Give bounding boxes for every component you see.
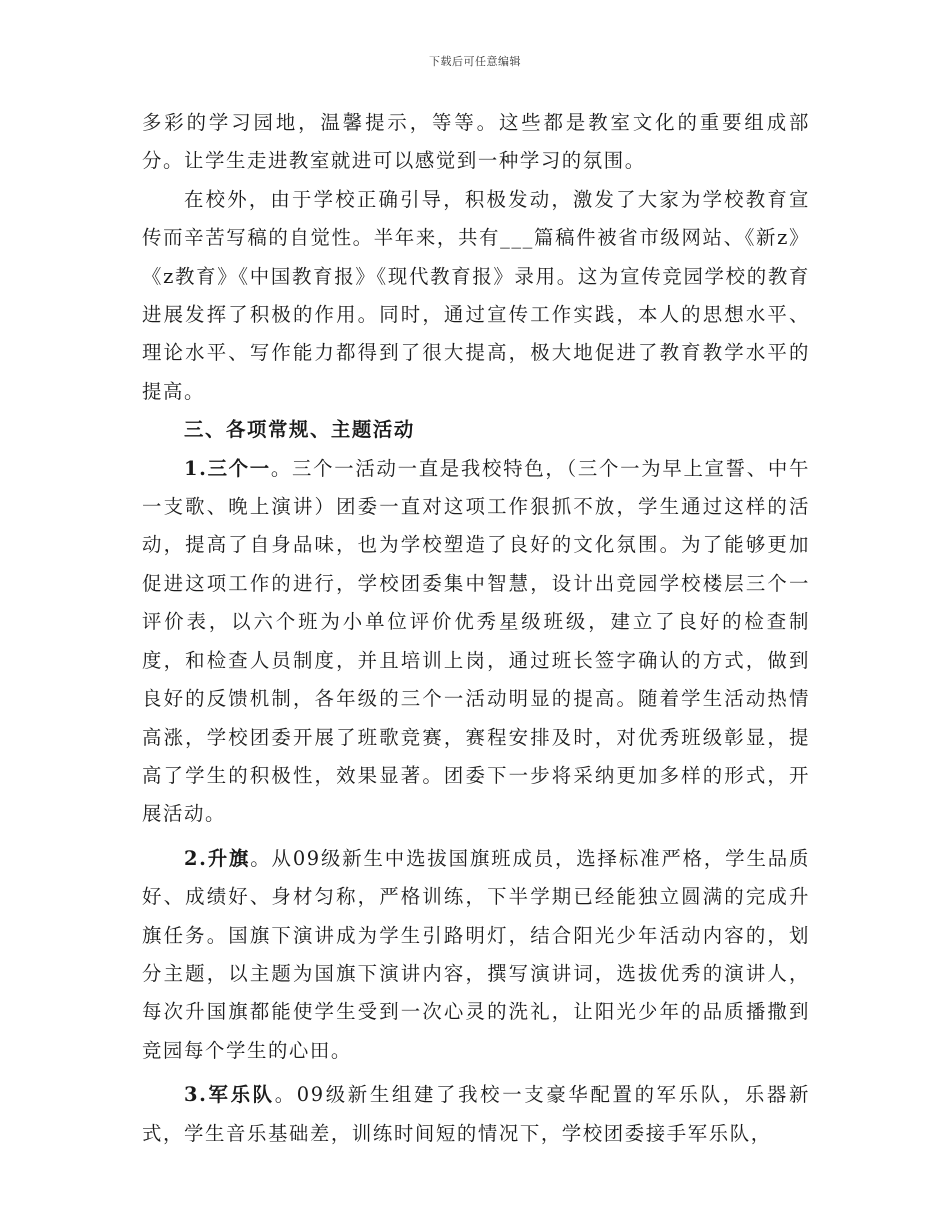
section-heading: 三、各项常规、主题活动	[184, 418, 415, 442]
item-lead-military-band: 3.军乐队	[184, 1083, 275, 1107]
item-text-three-ones: 。三个一活动一直是我校特色，（三个一为早上宣誓、中午一支歌、晚上演讲）团委一直对这项工作狠抓不放，学生通过这样的活动，提高了自身品味，也为学校塑造了良好的文化氛围。为了能够更加促进这项工作的进行，学校团委集中智慧，设计出竞园学校楼层三个一评价表，以六个班为小单位评价优秀星级班级，建立了良好的检查制度，和检查人员制度，并且培训上岗，通过班长签字确认的方式，做到良好的反馈机制，各年级的三个一活动明显的提高。随着学生活动热情高涨，学校团委开展了班歌竞赛，赛程安排及时，对优秀班级彰显，提高了学生的积极性，效果显著。团委下一步将采纳更加多样的形式，开展活动。	[142, 456, 810, 826]
item-lead-three-ones: 1.三个一	[184, 456, 271, 480]
item-three-ones	[142, 450, 810, 834]
item-text-military-band: 。09级新生组建了我校一支豪华配置的军乐队，乐器新式，学生音乐基础差，训练时间短的情况下，学校团委接手军乐队，	[142, 1083, 810, 1145]
page-header: 下载后可任意编辑	[429, 55, 521, 68]
item-military-band	[142, 1076, 810, 1153]
item-lead-flag-raising: 2.升旗	[184, 846, 251, 870]
item-text-flag-raising: 。从09级新生中选拔国旗班成员，选择标准严格，学生品质好、成绩好、身材匀称，严格训练，下半学期已经能独立圆满的完成升旗任务。国旗下演讲成为学生引路明灯，结合阳光少年活动内容的，划分主题，以主题为国旗下演讲内容，撰写演讲词，选拔优秀的演讲人，每次升国旗都能使学生受到一次心灵的洗礼，让阳光少年的品质播撒到竞园每个学生的心田。	[142, 846, 810, 1062]
item-flag-raising	[142, 840, 810, 1070]
paragraph-publicity: 在校外，由于学校正确引导，积极发动，激发了大家为学校教育宣传而辛苦写稿的自觉性。半年来，共有___篇稿件被省市级网站、《新z》《z教育》《中国教育报》《现代教育报》录用。这为宣传竞园学校的教育进展发挥了积极的作用。同时，通过宣传工作实践，本人的思想水平、理论水平、写作能力都得到了很大提高，极大地促进了教育教学水平的提高。	[142, 187, 810, 403]
document-body	[142, 104, 810, 1153]
paragraph-classroom-culture: 多彩的学习园地，温馨提示，等等。这些都是教室文化的重要组成部分。让学生走进教室就进可以感觉到一种学习的氛围。	[142, 111, 810, 173]
